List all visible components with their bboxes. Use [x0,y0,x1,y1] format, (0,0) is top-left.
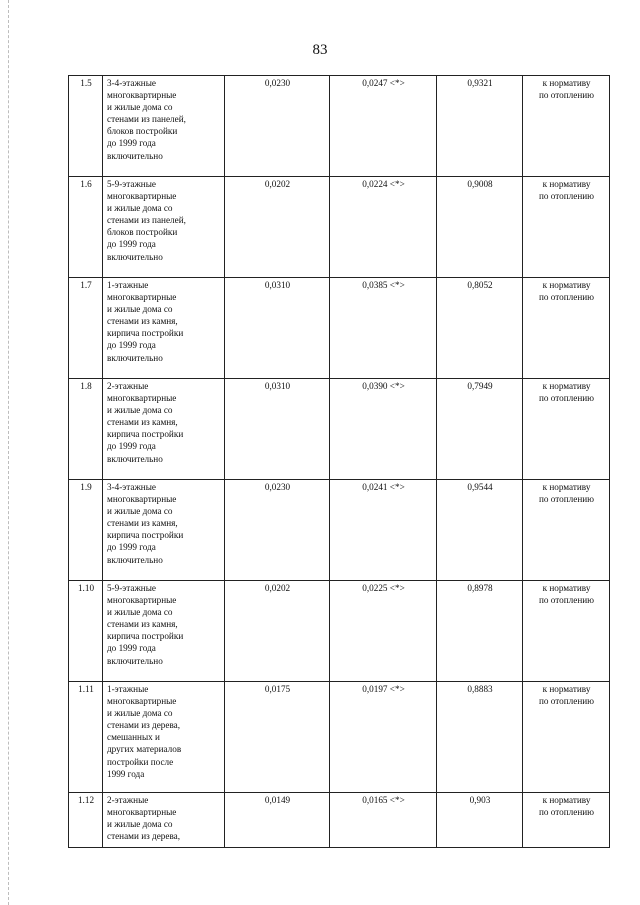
coefficient-value: 0,903 [437,793,523,848]
description-line: стенами из камня, [107,619,178,630]
coefficient-value: 0,9544 [437,480,523,581]
description-line: стенами из дерева, [107,720,181,731]
norm-value-adjusted: 0,0247 <*> [330,76,437,177]
description-line: многоквартирные [107,807,177,818]
description-line: многоквартирные [107,595,177,606]
description-line: многоквартирные [107,696,177,707]
note-line: к нормативу [542,684,591,694]
building-description [103,278,225,379]
note-line: к нормативу [542,583,591,593]
note-line: к нормативу [542,280,591,290]
description-line: и жилые дома со [107,506,173,517]
applies-to-note [523,379,610,480]
description-line: 1-этажные [107,684,149,694]
description-line: 5-9-этажные [107,583,156,593]
building-description [103,793,225,848]
applies-to-note [523,480,610,581]
description-line: 3-4-этажные [107,482,156,492]
table-row [69,278,610,379]
description-line: и жилые дома со [107,708,173,719]
building-description [103,76,225,177]
norm-value: 0,0230 [225,76,330,177]
norm-value: 0,0310 [225,379,330,480]
description-line: включительно [107,251,163,262]
description-line: 3-4-этажные [107,78,156,88]
note-line: по отоплению [538,807,595,818]
description-line: включительно [107,655,163,666]
table-row [69,581,610,682]
applies-to-note [523,581,610,682]
description-line: включительно [107,453,163,464]
description-line: 1999 года [107,768,145,779]
table-row [69,177,610,278]
note-line: по отоплению [538,393,595,404]
description-line: многоквартирные [107,90,177,101]
applies-to-note [523,278,610,379]
description-line: смешанных и [107,732,160,743]
description-line: стенами из панелей, [107,114,186,125]
description-line: кирпича постройки [107,631,184,642]
note-line: к нормативу [542,482,591,492]
building-description [103,480,225,581]
description-line: 2-этажные [107,795,149,805]
row-number: 1.11 [69,682,103,793]
norm-value: 0,0202 [225,581,330,682]
description-line: 1-этажные [107,280,149,290]
description-line: многоквартирные [107,494,177,505]
row-number: 1.12 [69,793,103,848]
description-line: постройки после [107,756,174,767]
description-line: до 1999 года [107,239,156,250]
tariff-table [68,75,610,848]
table-row [69,480,610,581]
description-line: блоков постройки [107,227,178,238]
description-line: стенами из панелей, [107,215,186,226]
description-line: многоквартирные [107,191,177,202]
description-line: стенами из камня, [107,417,178,428]
description-line: 5-9-этажные [107,179,156,189]
norm-value: 0,0175 [225,682,330,793]
building-description [103,379,225,480]
note-line: к нормативу [542,795,591,805]
coefficient-value: 0,8883 [437,682,523,793]
row-number: 1.10 [69,581,103,682]
norm-value: 0,0149 [225,793,330,848]
norm-value: 0,0310 [225,278,330,379]
table-row [69,682,610,793]
table-row [69,793,610,848]
description-line: включительно [107,150,163,161]
building-description [103,682,225,793]
norm-value: 0,0230 [225,480,330,581]
description-line: стенами из камня, [107,316,178,327]
description-line: и жилые дома со [107,405,173,416]
table-row [69,379,610,480]
description-line: до 1999 года [107,441,156,452]
row-number: 1.7 [69,278,103,379]
norm-value-adjusted: 0,0224 <*> [330,177,437,278]
description-line: стенами из камня, [107,518,178,529]
coefficient-value: 0,9008 [437,177,523,278]
description-line: многоквартирные [107,393,177,404]
note-line: по отоплению [538,191,595,202]
norm-value-adjusted: 0,0390 <*> [330,379,437,480]
norm-value-adjusted: 0,0241 <*> [330,480,437,581]
description-line: и жилые дома со [107,102,173,113]
row-number: 1.8 [69,379,103,480]
description-line: и жилые дома со [107,607,173,618]
norm-value: 0,0202 [225,177,330,278]
coefficient-value: 0,8978 [437,581,523,682]
note-line: по отоплению [538,90,595,101]
note-line: по отоплению [538,292,595,303]
description-line: кирпича постройки [107,429,184,440]
scan-edge-line [8,0,9,905]
note-line: по отоплению [538,494,595,505]
description-line: и жилые дома со [107,203,173,214]
note-line: к нормативу [542,381,591,391]
applies-to-note [523,682,610,793]
description-line: многоквартирные [107,292,177,303]
description-line: до 1999 года [107,340,156,351]
applies-to-note [523,76,610,177]
row-number: 1.5 [69,76,103,177]
description-line: включительно [107,554,163,565]
row-number: 1.9 [69,480,103,581]
description-line: до 1999 года [107,542,156,553]
building-description [103,177,225,278]
norm-value-adjusted: 0,0165 <*> [330,793,437,848]
coefficient-value: 0,8052 [437,278,523,379]
description-line: кирпича постройки [107,530,184,541]
description-line: кирпича постройки [107,328,184,339]
note-line: по отоплению [538,696,595,707]
page-number: 83 [312,42,328,58]
norm-value-adjusted: 0,0385 <*> [330,278,437,379]
description-line: до 1999 года [107,138,156,149]
table-row [69,76,610,177]
note-line: к нормативу [542,179,591,189]
description-line: до 1999 года [107,643,156,654]
row-number: 1.6 [69,177,103,278]
applies-to-note [523,793,610,848]
description-line: других материалов [107,744,182,755]
description-line: 2-этажные [107,381,149,391]
description-line: и жилые дома со [107,304,173,315]
applies-to-note [523,177,610,278]
coefficient-value: 0,9321 [437,76,523,177]
norm-value-adjusted: 0,0225 <*> [330,581,437,682]
description-line: включительно [107,352,163,363]
note-line: по отоплению [538,595,595,606]
description-line: и жилые дома со [107,819,173,830]
description-line: блоков постройки [107,126,178,137]
building-description [103,581,225,682]
description-line: стенами из дерева, [107,831,181,842]
coefficient-value: 0,7949 [437,379,523,480]
note-line: к нормативу [542,78,591,88]
norm-value-adjusted: 0,0197 <*> [330,682,437,793]
